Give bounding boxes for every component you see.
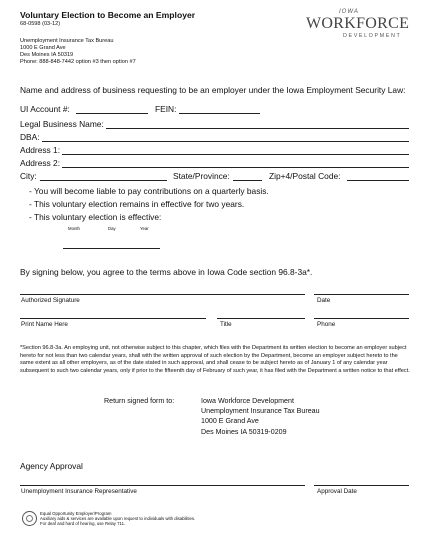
return-line-4: Des Moines IA 50319-0209 — [201, 428, 287, 436]
approval-date-label: Approval Date — [317, 488, 357, 495]
city-label: City: — [20, 171, 37, 181]
print-name-line[interactable] — [20, 318, 206, 319]
year-label: Year — [140, 226, 149, 231]
bureau-street: 1000 E Grand Ave — [20, 45, 66, 51]
agreement-text: By signing below, you agree to the terms above in Iowa Code section 96.8-3a*. — [20, 267, 313, 277]
zip-label: Zip+4/Postal Code: — [269, 171, 341, 181]
state-line[interactable] — [233, 180, 262, 181]
intro-text: Name and address of business requesting to be an employer under the Iowa Employment Security Law: — [20, 85, 406, 95]
form-number: 68-0598 (03-12) — [20, 21, 61, 27]
return-label: Return signed form to: — [104, 397, 175, 405]
print-name-label: Print Name Here — [21, 321, 68, 328]
ui-account-label: UI Account #: — [20, 104, 70, 114]
eeo-line-2: Auxiliary aids & services are available upon request to individuals with disabilities. — [40, 516, 196, 521]
day-label: Day — [108, 226, 116, 231]
legal-name-label: Legal Business Name: — [20, 119, 104, 129]
approval-date-line[interactable] — [314, 485, 409, 486]
state-label: State/Province: — [173, 171, 230, 181]
effective-date-line[interactable] — [63, 248, 160, 249]
eeo-seal-icon — [22, 511, 37, 526]
month-label: Month — [68, 226, 80, 231]
bullet-two-years: - This voluntary election remains in effective for two years. — [29, 199, 245, 209]
bureau-name: Unemployment Insurance Tax Bureau — [20, 38, 114, 44]
return-line-3: 1000 E Grand Ave — [201, 417, 259, 425]
authorized-signature-label: Authorized Signature — [21, 297, 80, 304]
date-line[interactable] — [314, 294, 409, 295]
logo-development-text: DEVELOPMENT — [343, 33, 402, 39]
form-title: Voluntary Election to Become an Employer — [20, 10, 196, 20]
bullet-effective: - This voluntary election is effective: — [29, 212, 162, 222]
return-line-1: Iowa Workforce Development — [201, 397, 294, 405]
phone-label: Phone — [317, 321, 336, 328]
fein-line[interactable] — [179, 113, 260, 114]
address2-line[interactable] — [62, 167, 409, 168]
dba-line[interactable] — [42, 141, 409, 142]
legal-name-line[interactable] — [106, 128, 409, 129]
title-label: Title — [220, 321, 232, 328]
title-line[interactable] — [217, 318, 305, 319]
address1-label: Address 1: — [20, 145, 61, 155]
address2-label: Address 2: — [20, 158, 61, 168]
agency-approval-heading: Agency Approval — [20, 461, 83, 471]
bullet-quarterly: - You will become liable to pay contributions on a quarterly basis. — [29, 186, 269, 196]
representative-line[interactable] — [20, 485, 305, 486]
address1-line[interactable] — [62, 154, 409, 155]
eeo-line-3: For deaf and hard of hearing, use Relay 711. — [40, 521, 126, 526]
phone-line[interactable] — [314, 318, 409, 319]
eeo-line-1: Equal Opportunity Employer/Program — [40, 511, 112, 516]
zip-line[interactable] — [347, 180, 409, 181]
logo-workforce-text: WORKFORCE — [306, 15, 410, 32]
dba-label: DBA: — [20, 132, 40, 142]
section-footnote: *Section 96.8-3a. An employing unit, not otherwise subject to this chapter, which files with the Department its written election to become an employer subject hereto for not less than two calendar years, shall with the written approval of such election by the Department, become an employer subject hereto to the same extent as all other employers, as of the date stated in such approval, and shall cease to be subject hereto as of January 1 of any calendar year subsequent to such two calendar years, only if prior to the fifteenth day of February of such year, it has filed with the Department a written notice to that effect. — [20, 345, 410, 374]
return-line-2: Unemployment Insurance Tax Bureau — [201, 407, 320, 415]
date-label: Date — [317, 297, 331, 304]
bureau-phone: Phone: 888-848-7442 option #3 then option #7 — [20, 59, 136, 65]
fein-label: FEIN: — [155, 104, 177, 114]
city-line[interactable] — [40, 180, 167, 181]
representative-label: Unemployment Insurance Representative — [21, 488, 137, 495]
ui-account-line[interactable] — [76, 113, 148, 114]
logo-iowa-text: IOWA — [339, 9, 359, 15]
authorized-signature-line[interactable] — [20, 294, 305, 295]
bureau-city: Des Moines IA 50319 — [20, 52, 74, 58]
